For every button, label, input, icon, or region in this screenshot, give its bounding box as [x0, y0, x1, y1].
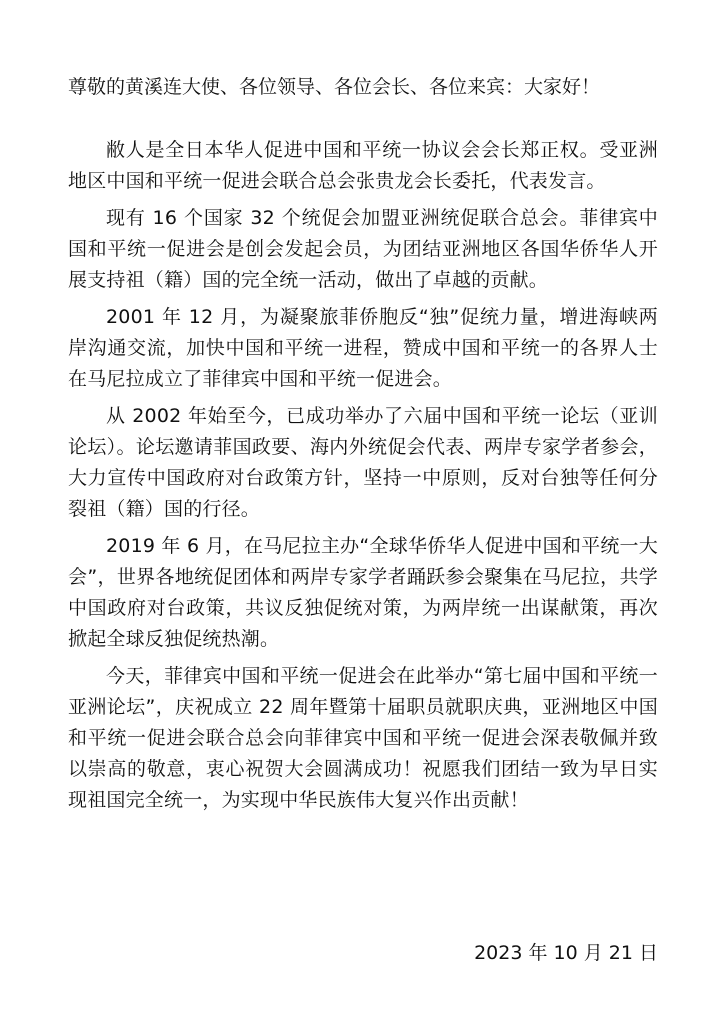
paragraph-6: 今天，菲律宾中国和平统一促进会在此举办“第七届中国和平统一亚洲论坛”，庆祝成立 22 周年暨第十届职员就职庆典，亚洲地区中国和平统一促进会联合总会向菲律宾中国和平统一促进会深表敬佩并致以崇高的敬意，衷心祝贺大会圆满成功！祝愿我们团结一致为早日实现祖国完全统一，为实现中华民族伟大复兴作出贡献！ [68, 665, 658, 811]
paragraph-1: 敝人是全日本华人促进中国和平统一协议会会长郑正权。受亚洲地区中国和平统一促进会联合总会张贵龙会长委托，代表发言。 [68, 139, 658, 192]
paragraph-3: 2001 年 12 月，为凝聚旅菲侨胞反“独”促统力量，增进海峡两岸沟通交流，加快中国和平统一进程，赞成中国和平统一的各界人士在马尼拉成立了菲律宾中国和平统一促进会。 [68, 306, 658, 390]
paragraph-2: 现有 16 个国家 32 个统促会加盟亚洲统促联合总会。菲律宾中国和平统一促进会是创会发起会员，为团结亚洲地区各国华侨华人开展支持祖（籍）国的完全统一活动，做出了卓越的贡献。 [68, 207, 658, 291]
letter-date: 2023 年 10 月 21 日 [474, 942, 658, 964]
paragraph-5: 2019 年 6 月，在马尼拉主办“全球华侨华人促进中国和平统一大会”，世界各地统促团体和两岸专家学者踊跃参会聚集在马尼拉，共学中国政府对台政策，共议反独促统对策，为两岸统一出谋献策，再次掀起全球反独促统热潮。 [68, 535, 658, 650]
salutation: 尊敬的黄溪连大使、各位领导、各位会长、各位来宾：大家好！ [68, 76, 601, 98]
letter-body [68, 72, 658, 822]
paragraph-4: 从 2002 年始至今，已成功举办了六届中国和平统一论坛（亚训论坛）。论坛邀请菲国政要、海内外统促会代表、两岸专家学者参会，大力宣传中国政府对台政策方针，坚持一中原则，反对台独等任何分裂祖（籍）国的行径。 [68, 405, 658, 520]
